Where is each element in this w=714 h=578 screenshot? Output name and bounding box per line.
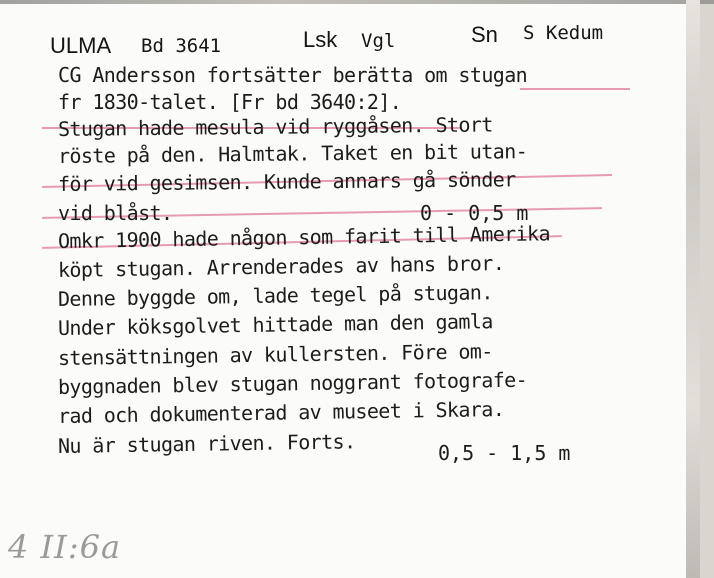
socken-label: Sn (471, 22, 498, 47)
landskap-value: Vgl (361, 30, 396, 52)
socken-value: S Kedum (523, 22, 604, 44)
depth-measurement: 0 - 0,5 m (420, 201, 529, 225)
text-line: Under köksgolvet hittade man den gamla (57, 309, 493, 340)
scan-edge-right (686, 0, 700, 578)
archive-code: ULMA (50, 33, 112, 58)
text-line: röste på den. Halmtak. Taket en bit utan- (57, 139, 528, 168)
text-line: Denne byggde om, lade tegel på stugan. (57, 280, 493, 311)
scan-edge-top (0, 0, 714, 4)
text-line: Omkr 1900 hade någon som farit till Amerika (57, 221, 551, 253)
text-line: CG Andersson fortsätter berätta om stugan (58, 63, 528, 87)
text-line: för vid gesimsen. Kunde annars gå sönder (57, 167, 516, 196)
text-line: stensättningen av kullersten. Före om- (57, 339, 493, 370)
landskap-label: Lsk (303, 27, 338, 52)
pencil-underline (520, 88, 630, 90)
text-line: rad och dokumenterad av museet i Skara. (57, 396, 505, 428)
handwritten-archive-note: 4 II:6a (8, 528, 122, 566)
text-line: köpt stugan. Arrenderades av hans bror. (57, 250, 505, 282)
text-line: Nu är stugan riven. Forts. (57, 429, 356, 458)
text-line: fr 1830-talet. [Fr bd 3640:2]. (58, 90, 402, 114)
depth-measurement: 0,5 - 1,5 m (438, 441, 571, 465)
text-line: vid blåst. (58, 201, 173, 225)
text-line: Stugan hade mesula vid ryggåsen. Stort (57, 112, 493, 141)
text-line: byggnaden blev stugan noggrant fotografe- (57, 367, 528, 399)
volume-number: Bd 3641 (141, 35, 222, 57)
